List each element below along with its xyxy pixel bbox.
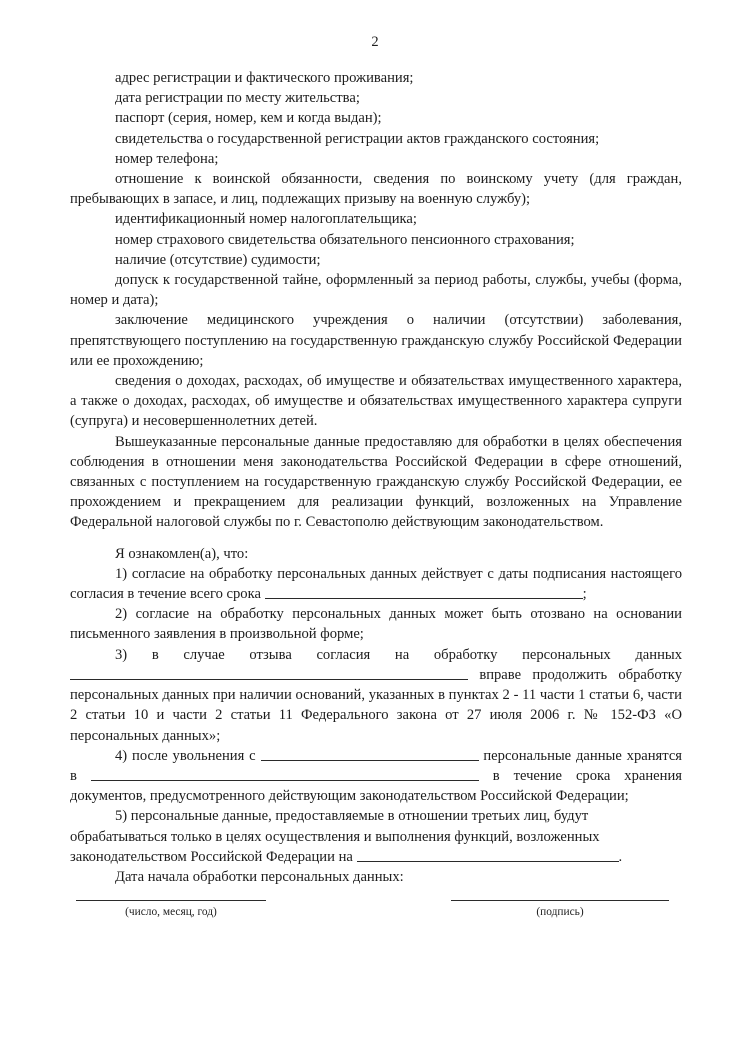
acknowledgement-item-4 — [70, 746, 682, 807]
data-list-item: дата регистрации по месту жительства; — [115, 90, 360, 107]
data-list-item: сведения о доходах, расходах, об имуществе и обязательствах имущественного характера, а также о доходах, расходах, об имуществе и обязательствах имущественного характера супруги (супруга) и несовершеннолетних детей. — [70, 373, 682, 430]
acknowledgement-item-1 — [70, 564, 682, 604]
signature-caption: (подпись) — [536, 906, 584, 918]
fill-in-blank-storage[interactable] — [91, 766, 479, 781]
acknowledgement-item-3-suffix: вправе продолжить обработку персональных данных при наличии оснований, указанных в пунктах 2 - 11 части 1 статьи 6, части 2 статьи 10 и части 2 статьи 11 Федерального закона от 27 июля 2006 г. № 152-ФЗ «О персональных данных»; — [70, 666, 682, 744]
acknowledgement-heading: Я ознакомлен(а), что: — [115, 545, 249, 562]
data-list-item: идентификационный номер налогоплательщика; — [115, 211, 417, 228]
acknowledgement-item-3 — [70, 645, 682, 746]
data-list-item: отношение к воинской обязанности, сведения по воинскому учету (для граждан, пребывающих в запасе, и лиц, подлежащих призыву на военную службу); — [70, 171, 682, 208]
acknowledgement-item-2: 2) согласие на обработку персональных данных может быть отозвано на основании письменного заявления в произвольной форме; — [70, 606, 682, 643]
signature-block — [70, 900, 682, 960]
acknowledgement-item-4-middle: персональные данные хранятся в — [70, 747, 683, 784]
acknowledgement-item-4-text: 4) после увольнения с — [115, 747, 256, 764]
acknowledgement-item-3-text: 3) в случае отзыва согласия на обработку персональных данных — [115, 646, 682, 663]
data-list-item: адрес регистрации и фактического проживания; — [115, 70, 414, 86]
data-list-item: номер телефона; — [115, 150, 219, 167]
data-list-item: заключение медицинского учреждения о наличии (отсутствии) заболевания, препятствующего поступлению на государственную гражданскую службу Российской Федерации или ее прохождению; — [70, 312, 682, 369]
acknowledgement-item-5-suffix: . — [618, 848, 623, 865]
fill-in-blank-third-party[interactable] — [357, 847, 619, 862]
signature-rule — [451, 900, 669, 901]
data-list-item: свидетельства о государственной регистрации актов гражданского состояния; — [115, 130, 600, 147]
date-signature-field[interactable] — [76, 900, 266, 919]
page-number: 2 — [371, 34, 379, 50]
date-signature-rule — [76, 900, 266, 901]
fill-in-blank-employer[interactable] — [261, 746, 479, 761]
acknowledgement-item-4-suffix: в течение срока хранения документов, предусмотренного действующим законодательством Российской Федерации; — [70, 767, 682, 805]
data-list-item: номер страхового свидетельства обязательного пенсионного страхования; — [115, 231, 575, 248]
data-list-item: паспорт (серия, номер, кем и когда выдан); — [115, 110, 382, 127]
processing-start-date-label: Дата начала обработки персональных данных: — [115, 868, 404, 885]
acknowledgement-item-5 — [70, 806, 682, 867]
acknowledgement-item-5-text: 5) персональные данные, предоставляемые в отношении третьих лиц, будут обрабатываться только в целях осуществления и выполнения функций, возложенных законодательством Российской Федерации на — [70, 808, 600, 865]
data-list-item: допуск к государственной тайне, оформленный за период работы, службы, учебы (форма, номер и дата); — [70, 272, 682, 309]
fill-in-blank-operator[interactable] — [70, 665, 468, 680]
signature-field[interactable] — [451, 900, 669, 919]
paragraph-spacer — [70, 533, 682, 544]
data-list-item: наличие (отсутствие) судимости; — [115, 251, 321, 268]
document-body — [70, 68, 682, 887]
date-signature-caption: (число, месяц, год) — [125, 906, 217, 918]
consent-paragraph: Вышеуказанные персональные данные предоставляю для обработки в целях обеспечения соблюдения в отношении меня законодательства Российской Федерации в сфере отношений, связанных с поступлением на государственную гражданскую службу Российской Федерации, ее прохождением и прекращением для реализации функций, возложенных на Управление Федеральной налоговой службы по г. Севастополю действующим законодательством. — [70, 433, 682, 531]
fill-in-blank-term[interactable] — [265, 584, 583, 599]
acknowledgement-item-1-suffix: ; — [582, 586, 587, 603]
acknowledgement-item-1-text: 1) согласие на обработку персональных данных действует с даты подписания настоящего согласия в течение всего срока — [70, 565, 682, 603]
